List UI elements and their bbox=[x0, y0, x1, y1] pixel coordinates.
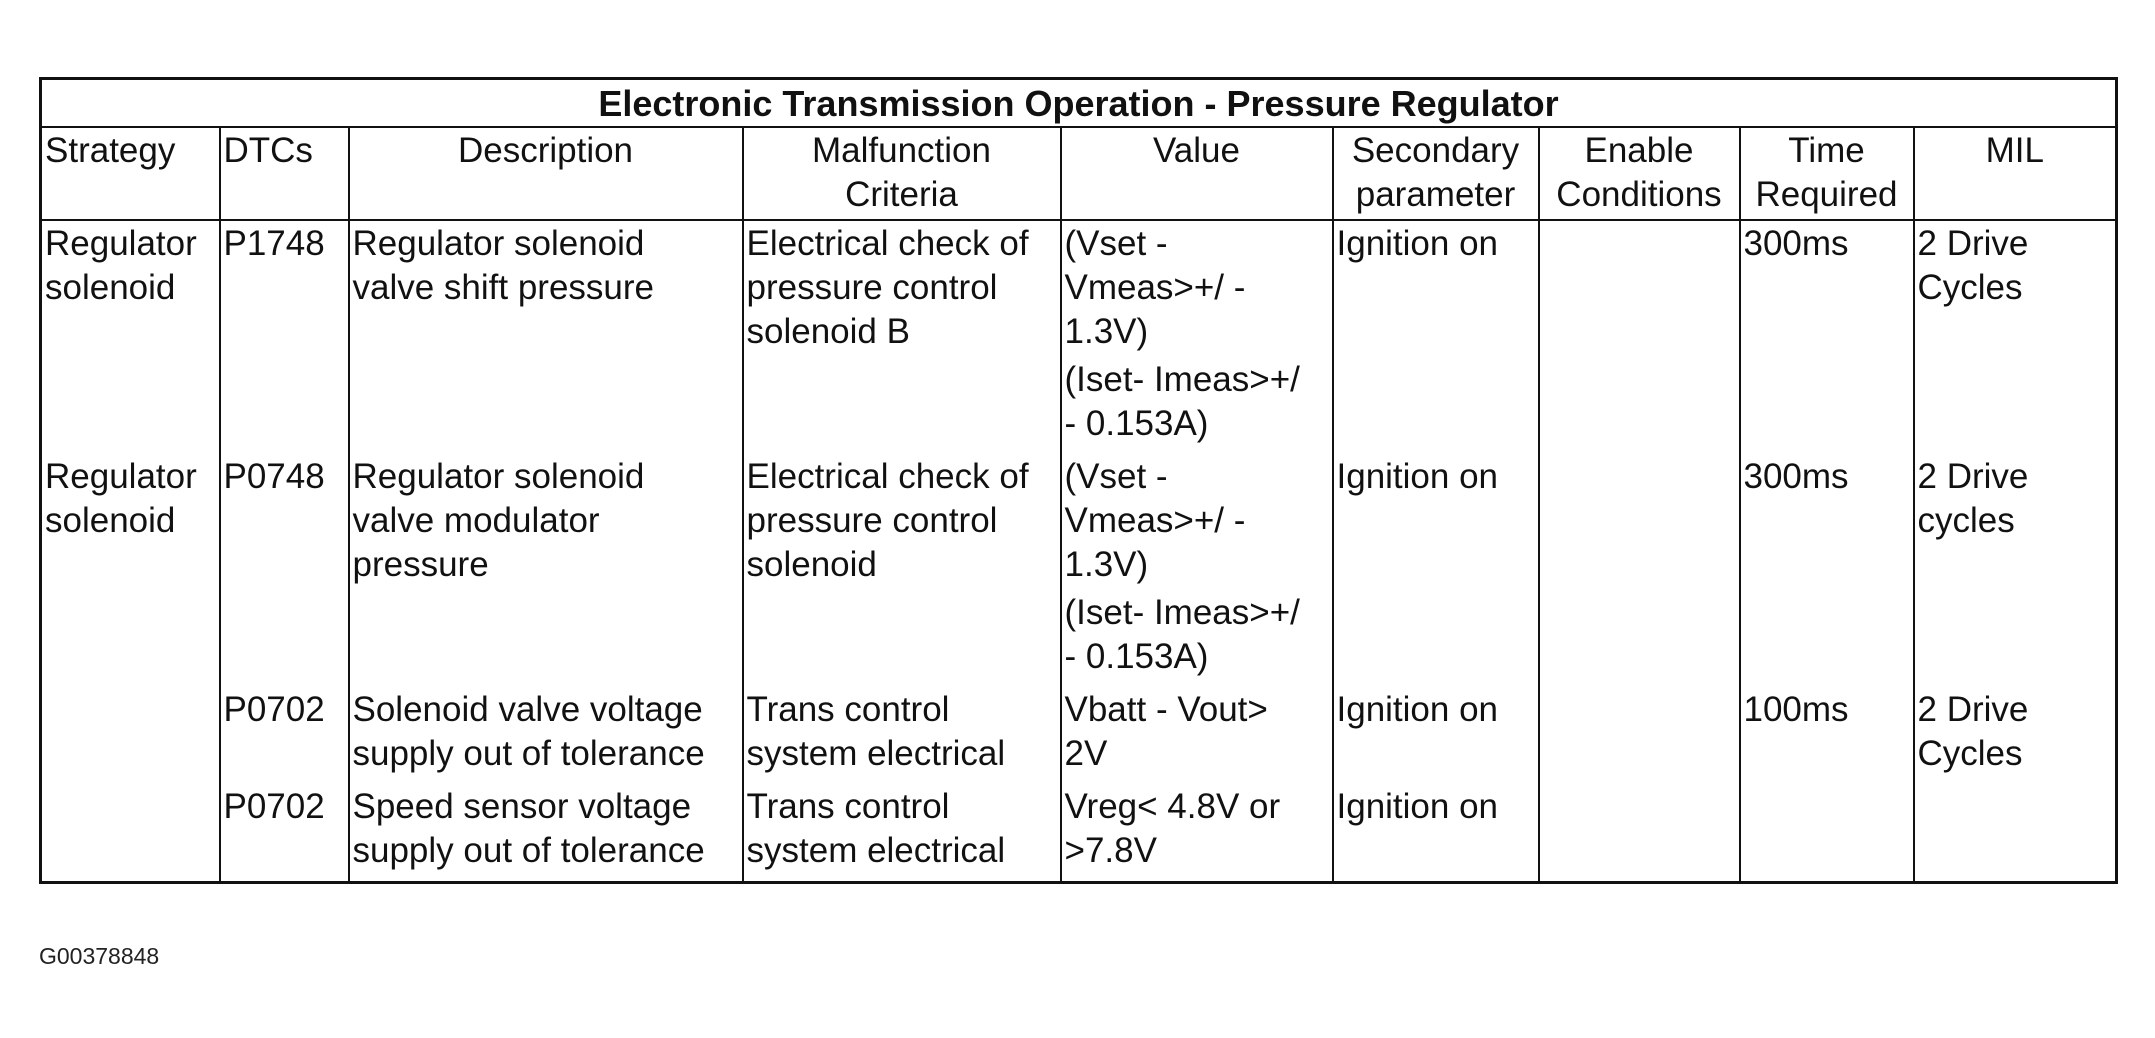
cell-text: solenoid bbox=[45, 268, 176, 307]
cell-text: - 0.153A) bbox=[1064, 637, 1209, 676]
cell-secondary-parameter: Ignition on bbox=[1333, 784, 1539, 883]
cell-text: Cycles bbox=[1917, 734, 2023, 773]
cell-time-required bbox=[1740, 784, 1914, 883]
header-text: parameter bbox=[1355, 175, 1516, 214]
cell-strategy bbox=[41, 454, 220, 687]
cell-description bbox=[349, 784, 743, 883]
cell-mil bbox=[1914, 784, 2117, 883]
cell-enable-conditions bbox=[1539, 784, 1740, 883]
table-row bbox=[41, 454, 2117, 687]
cell-text: pressure bbox=[352, 545, 489, 584]
cell-text: solenoid bbox=[45, 501, 176, 540]
cell-value bbox=[1061, 220, 1333, 454]
header-dtcs: DTCs bbox=[220, 127, 349, 220]
cell-description bbox=[349, 687, 743, 784]
cell-text: system electrical bbox=[746, 734, 1006, 773]
header-text: Criteria bbox=[845, 175, 958, 214]
cell-text: Vmeas>+/ - bbox=[1064, 501, 1246, 540]
header-malfunction-criteria bbox=[743, 127, 1061, 220]
cell-text: 1.3V) bbox=[1064, 545, 1149, 584]
cell-text: (Vset - bbox=[1064, 457, 1168, 496]
cell-enable-conditions bbox=[1539, 220, 1740, 454]
cell-text: Solenoid valve voltage bbox=[352, 690, 703, 729]
header-mil: MIL bbox=[1914, 127, 2117, 220]
table-row bbox=[41, 784, 2117, 883]
table-row bbox=[41, 687, 2117, 784]
cell-text: pressure control bbox=[746, 268, 998, 307]
header-time-required bbox=[1740, 127, 1914, 220]
cell-text: Trans control bbox=[746, 690, 950, 729]
cell-text: - 0.153A) bbox=[1064, 404, 1209, 443]
cell-text: Regulator bbox=[45, 224, 197, 263]
cell-text: solenoid bbox=[746, 545, 877, 584]
header-text: Time bbox=[1788, 131, 1865, 170]
cell-text: cycles bbox=[1917, 501, 2015, 540]
cell-mil bbox=[1914, 687, 2117, 784]
cell-text: system electrical bbox=[746, 831, 1006, 870]
header-strategy: Strategy bbox=[41, 127, 220, 220]
table-title: Electronic Transmission Operation - Pressure Regulator bbox=[41, 79, 2117, 128]
cell-text: 2V bbox=[1064, 734, 1108, 773]
cell-text: 1.3V) bbox=[1064, 312, 1149, 351]
header-enable-conditions bbox=[1539, 127, 1740, 220]
cell-text: >7.8V bbox=[1064, 831, 1157, 870]
cell-description bbox=[349, 220, 743, 454]
cell-time-required: 300ms bbox=[1740, 454, 1914, 687]
cell-dtc: P0748 bbox=[220, 454, 349, 687]
cell-text: supply out of tolerance bbox=[352, 831, 705, 870]
cell-malfunction-criteria bbox=[743, 687, 1061, 784]
cell-text: pressure control bbox=[746, 501, 998, 540]
cell-text: valve modulator bbox=[352, 501, 600, 540]
cell-malfunction-criteria bbox=[743, 220, 1061, 454]
cell-mil bbox=[1914, 220, 2117, 454]
figure-id: G00378848 bbox=[39, 943, 160, 969]
cell-text: Vreg< 4.8V or bbox=[1064, 787, 1281, 826]
cell-text: Regulator solenoid bbox=[352, 224, 645, 263]
cell-secondary-parameter: Ignition on bbox=[1333, 220, 1539, 454]
cell-text: Cycles bbox=[1917, 268, 2023, 307]
cell-value bbox=[1061, 784, 1333, 883]
cell-text: 2 Drive bbox=[1917, 457, 2029, 496]
cell-strategy bbox=[41, 687, 220, 784]
cell-text: (Vset - bbox=[1064, 224, 1168, 263]
cell-text: Regulator solenoid bbox=[352, 457, 645, 496]
cell-text: 2 Drive bbox=[1917, 690, 2029, 729]
cell-text: 2 Drive bbox=[1917, 224, 2029, 263]
header-text: Conditions bbox=[1556, 175, 1722, 214]
cell-enable-conditions bbox=[1539, 454, 1740, 687]
cell-malfunction-criteria bbox=[743, 454, 1061, 687]
cell-dtc: P0702 bbox=[220, 784, 349, 883]
cell-text: Vmeas>+/ - bbox=[1064, 268, 1246, 307]
pressure-regulator-table bbox=[39, 77, 2118, 884]
cell-strategy bbox=[41, 220, 220, 454]
cell-text: Vbatt - Vout> bbox=[1064, 690, 1268, 729]
cell-description bbox=[349, 454, 743, 687]
cell-text: Electrical check of bbox=[746, 457, 1029, 496]
cell-text: solenoid B bbox=[746, 312, 910, 351]
header-value: Value bbox=[1061, 127, 1333, 220]
cell-time-required: 300ms bbox=[1740, 220, 1914, 454]
header-secondary-parameter bbox=[1333, 127, 1539, 220]
table-body bbox=[41, 220, 2117, 883]
cell-malfunction-criteria bbox=[743, 784, 1061, 883]
cell-text: valve shift pressure bbox=[352, 268, 655, 307]
cell-text: supply out of tolerance bbox=[352, 734, 705, 773]
header-text: Required bbox=[1755, 175, 1898, 214]
cell-mil bbox=[1914, 454, 2117, 687]
table-row bbox=[41, 220, 2117, 454]
cell-secondary-parameter: Ignition on bbox=[1333, 454, 1539, 687]
cell-time-required: 100ms bbox=[1740, 687, 1914, 784]
cell-text: (Iset- Imeas>+/ bbox=[1064, 593, 1300, 632]
header-text: Malfunction bbox=[812, 131, 991, 170]
cell-dtc: P0702 bbox=[220, 687, 349, 784]
cell-enable-conditions bbox=[1539, 687, 1740, 784]
cell-text: Trans control bbox=[746, 787, 950, 826]
cell-strategy bbox=[41, 784, 220, 883]
cell-secondary-parameter: Ignition on bbox=[1333, 687, 1539, 784]
cell-dtc: P1748 bbox=[220, 220, 349, 454]
header-text: Secondary bbox=[1351, 131, 1520, 170]
cell-value bbox=[1061, 687, 1333, 784]
header-description: Description bbox=[349, 127, 743, 220]
header-text: Enable bbox=[1584, 131, 1694, 170]
cell-text: Regulator bbox=[45, 457, 197, 496]
cell-text: (Iset- Imeas>+/ bbox=[1064, 360, 1300, 399]
cell-text: Electrical check of bbox=[746, 224, 1029, 263]
cell-value bbox=[1061, 454, 1333, 687]
cell-text: Speed sensor voltage bbox=[352, 787, 692, 826]
